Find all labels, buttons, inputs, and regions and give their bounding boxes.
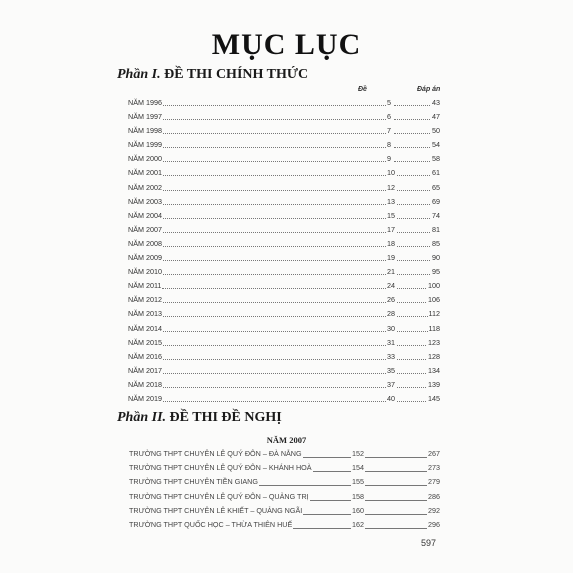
dot-leader	[394, 246, 430, 247]
toc-de-page: 10	[387, 168, 395, 178]
toc-year: NĂM 2001	[128, 168, 162, 178]
part1-title: ĐỀ THI CHÍNH THỨC	[164, 67, 309, 82]
part2-label: Phần II.	[117, 410, 167, 425]
toc-de-page: 13	[387, 196, 395, 206]
toc-de-page: 17	[387, 224, 395, 234]
toc-year: NĂM 2009	[128, 253, 162, 263]
column-header-de: Đề	[358, 86, 367, 93]
dot-leader	[394, 316, 430, 317]
toc-dap-an-page: 273	[428, 463, 440, 473]
toc-row	[128, 237, 440, 251]
toc-year: NĂM 2019	[128, 393, 162, 403]
toc-row	[128, 364, 440, 378]
toc-row	[129, 490, 440, 504]
toc-year: NĂM 2018	[128, 379, 162, 389]
part2-title: ĐỀ THI ĐỀ NGHỊ	[169, 410, 282, 425]
toc-de-page: 19	[387, 253, 395, 263]
toc-year: NĂM 2014	[128, 323, 162, 333]
dot-leader	[162, 274, 392, 275]
part2-toc-list	[129, 447, 440, 532]
leader-line	[365, 471, 429, 472]
toc-de-page: 35	[387, 365, 395, 375]
toc-row	[129, 518, 440, 532]
dot-leader	[394, 331, 430, 332]
dot-leader	[394, 147, 430, 148]
dot-leader	[394, 274, 430, 275]
toc-row	[128, 293, 440, 307]
toc-year: NĂM 2010	[128, 267, 162, 277]
toc-row	[128, 209, 440, 223]
toc-year: NĂM 2000	[128, 154, 162, 164]
toc-row	[129, 504, 440, 518]
toc-year: NĂM 2013	[128, 309, 162, 319]
dot-leader	[162, 331, 392, 332]
dot-leader	[162, 232, 392, 233]
toc-dap-an-page: 128	[428, 351, 440, 361]
part1-heading	[117, 67, 308, 83]
toc-de-page: 9	[387, 154, 391, 164]
toc-dap-an-page: 267	[428, 449, 440, 458]
toc-year: NĂM 2011	[128, 281, 162, 291]
dot-leader	[162, 161, 392, 162]
toc-de-page: 6	[387, 112, 391, 122]
toc-row	[128, 322, 440, 336]
toc-year: NĂM 1997	[128, 112, 162, 122]
page-number: 597	[421, 538, 437, 548]
dot-leader	[162, 302, 392, 303]
toc-row	[129, 461, 440, 475]
toc-de-page: 154	[352, 463, 364, 473]
dot-leader	[162, 175, 392, 176]
toc-row	[128, 279, 440, 293]
toc-school: TRƯỜNG THPT QUỐC HỌC – THỪA THIÊN HUẾ	[129, 519, 293, 529]
toc-dap-an-page: 296	[428, 519, 440, 529]
toc-dap-an-page: 106	[428, 295, 440, 305]
toc-de-page: 12	[387, 182, 395, 192]
toc-year: NĂM 1999	[128, 140, 162, 150]
dot-leader	[394, 345, 430, 346]
toc-dap-an-page: 292	[428, 505, 440, 515]
toc-de-page: 152	[352, 449, 364, 458]
toc-row	[128, 336, 440, 350]
dot-leader	[394, 218, 430, 219]
toc-row	[128, 378, 440, 392]
toc-row	[128, 181, 440, 195]
dot-leader	[162, 359, 392, 360]
toc-de-page: 158	[352, 491, 364, 501]
toc-de-page: 37	[387, 379, 395, 389]
toc-row	[128, 223, 440, 237]
toc-dap-an-page: 279	[428, 477, 440, 487]
dot-leader	[394, 387, 430, 388]
toc-dap-an-page: 43	[432, 98, 440, 107]
leader-line	[365, 500, 429, 501]
toc-de-page: 15	[387, 210, 395, 220]
toc-year: NĂM 1998	[128, 126, 162, 136]
toc-dap-an-page: 286	[428, 491, 440, 501]
dot-leader	[162, 147, 392, 148]
toc-dap-an-page: 123	[428, 337, 440, 347]
toc-de-page: 31	[387, 337, 395, 347]
dot-leader	[162, 204, 392, 205]
dot-leader	[162, 218, 392, 219]
part2-heading	[117, 410, 282, 426]
toc-row	[128, 152, 440, 166]
leader-line	[365, 457, 429, 458]
toc-dap-an-page: 134	[428, 365, 440, 375]
toc-school: TRƯỜNG THPT CHUYÊN LÊ QUÝ ĐÔN – ĐÀ NẴNG	[129, 449, 302, 458]
dot-leader	[162, 345, 392, 346]
toc-dap-an-page: 118	[428, 323, 440, 333]
toc-row	[128, 166, 440, 180]
column-header-dap-an: Đáp án	[417, 86, 441, 93]
toc-year: NĂM 2008	[128, 238, 162, 248]
toc-dap-an-page: 90	[432, 253, 440, 263]
toc-year: NĂM 2015	[128, 337, 162, 347]
toc-dap-an-page: 74	[432, 210, 440, 220]
dot-leader	[394, 260, 430, 261]
dot-leader	[162, 401, 392, 402]
dot-leader	[394, 373, 430, 374]
leader-line	[365, 528, 429, 529]
toc-dap-an-page: 139	[428, 379, 440, 389]
toc-row	[128, 392, 440, 406]
toc-de-page: 28	[387, 309, 395, 319]
dot-leader	[394, 288, 430, 289]
toc-row	[128, 251, 440, 265]
dot-leader	[394, 359, 430, 360]
toc-de-page: 24	[387, 281, 395, 291]
toc-de-page: 33	[387, 351, 395, 361]
toc-de-page: 18	[387, 238, 395, 248]
toc-de-page: 40	[387, 393, 395, 403]
toc-row	[129, 475, 440, 489]
toc-de-page: 5	[387, 98, 391, 107]
toc-row	[128, 350, 440, 364]
leader-line	[365, 485, 429, 486]
page-title: MỤC LỤC	[211, 28, 362, 61]
toc-school: TRƯỜNG THPT CHUYÊN LÊ QUÝ ĐÔN – QUẢNG TRỊ	[129, 491, 309, 501]
dot-leader	[394, 302, 430, 303]
toc-dap-an-page: 47	[432, 112, 440, 122]
dot-leader	[394, 133, 430, 134]
toc-de-page: 7	[387, 126, 391, 136]
toc-school: TRƯỜNG THPT CHUYÊN LÊ KHIẾT – QUẢNG NGÃI	[129, 505, 303, 515]
toc-dap-an-page: 81	[432, 224, 440, 234]
toc-row	[128, 195, 440, 209]
toc-de-page: 160	[352, 505, 364, 515]
toc-dap-an-page: 100	[428, 281, 440, 291]
toc-de-page: 162	[352, 519, 364, 529]
toc-row	[128, 124, 440, 138]
toc-row	[128, 265, 440, 279]
dot-leader	[394, 105, 430, 106]
dot-leader	[394, 232, 430, 233]
toc-year: NĂM 2012	[128, 295, 162, 305]
dot-leader	[162, 105, 392, 106]
dot-leader	[162, 316, 392, 317]
toc-de-page: 30	[387, 323, 395, 333]
toc-de-page: 8	[387, 140, 391, 150]
dot-leader	[162, 133, 392, 134]
toc-year: NĂM 2007	[128, 224, 162, 234]
leader-line	[365, 514, 429, 515]
toc-row	[128, 307, 440, 321]
dot-leader	[162, 387, 392, 388]
dot-leader	[394, 119, 430, 120]
toc-year: NĂM 2004	[128, 210, 162, 220]
toc-dap-an-page: 85	[432, 238, 440, 248]
dot-leader	[394, 401, 430, 402]
toc-school: TRƯỜNG THPT CHUYÊN LÊ QUÝ ĐÔN – KHÁNH HOÀ	[129, 463, 312, 473]
dot-leader	[162, 190, 392, 191]
toc-school: TRƯỜNG THPT CHUYÊN TIỀN GIANG	[129, 477, 258, 487]
toc-year: NĂM 2003	[128, 196, 162, 206]
dot-leader	[394, 161, 430, 162]
toc-dap-an-page: 95	[432, 267, 440, 277]
dot-leader	[162, 260, 392, 261]
toc-de-page: 21	[387, 267, 395, 277]
dot-leader	[162, 288, 392, 289]
toc-de-page: 155	[352, 477, 364, 487]
toc-year: NĂM 2016	[128, 351, 162, 361]
toc-year: NĂM 1996	[128, 98, 162, 107]
toc-year: NĂM 2017	[128, 365, 162, 375]
toc-dap-an-page: 61	[432, 168, 440, 178]
toc-dap-an-page: 54	[432, 140, 440, 150]
dot-leader	[394, 204, 430, 205]
toc-row	[128, 110, 440, 124]
toc-dap-an-page: 69	[432, 196, 440, 206]
part2-year-heading: NĂM 2007	[266, 435, 307, 445]
toc-row	[128, 138, 440, 152]
toc-dap-an-page: 145	[428, 393, 440, 403]
toc-dap-an-page: 112	[428, 309, 440, 319]
part1-label: Phần I.	[117, 67, 161, 82]
toc-dap-an-page: 50	[432, 126, 440, 136]
toc-row	[129, 447, 440, 461]
toc-dap-an-page: 65	[432, 182, 440, 192]
dot-leader	[394, 190, 430, 191]
part1-toc-list	[128, 96, 440, 406]
dot-leader	[162, 119, 392, 120]
toc-de-page: 26	[387, 295, 395, 305]
toc-dap-an-page: 58	[432, 154, 440, 164]
toc-year: NĂM 2002	[128, 182, 162, 192]
dot-leader	[394, 175, 430, 176]
dot-leader	[162, 373, 392, 374]
toc-row	[128, 96, 440, 110]
dot-leader	[162, 246, 392, 247]
